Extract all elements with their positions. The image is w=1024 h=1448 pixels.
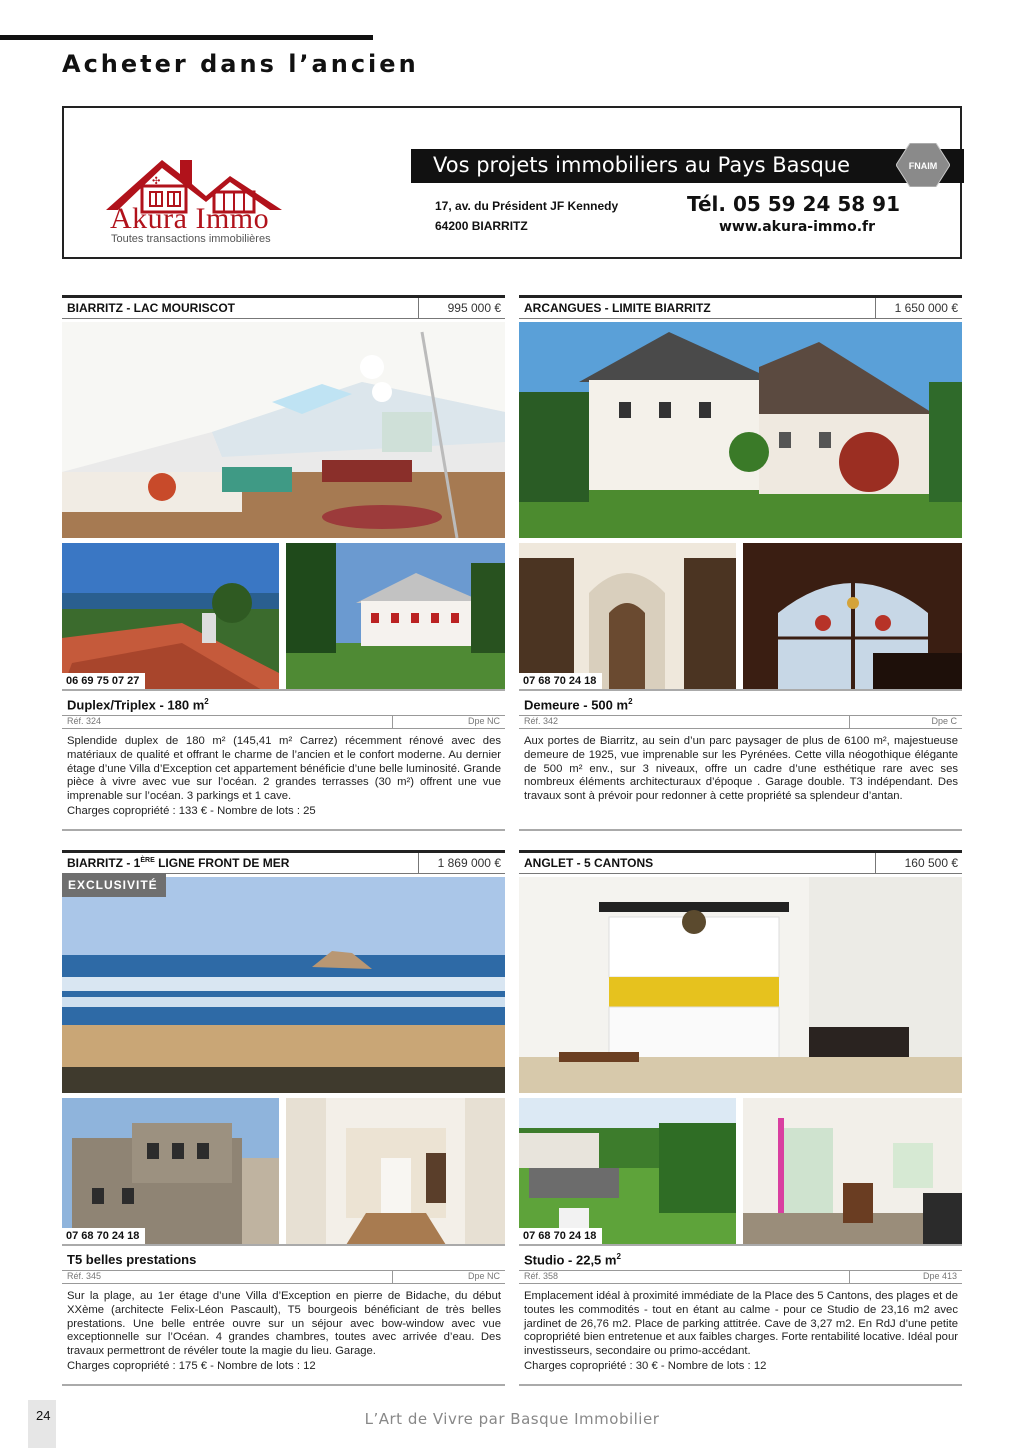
- listing-header: [62, 295, 505, 319]
- stone-building-photo: [62, 1098, 279, 1245]
- listing-charges: Charges copropriété : 30 € - Nombre de lots : 12: [524, 1360, 767, 1372]
- listing-ref-bar: [62, 715, 505, 729]
- listing-location: BIARRITZ - 1ÈRE LIGNE FRONT DE MER: [67, 856, 290, 870]
- listing-title: Demeure - 500 $m^2$: [524, 697, 633, 713]
- arched-hallway-photo: [519, 543, 736, 690]
- address-line-1: 17, av. du Président JF Kennedy: [435, 199, 619, 213]
- listing-ref-bar: [519, 715, 962, 729]
- svg-text:✣: ✣: [152, 176, 161, 187]
- listing-price: 1 869 000 €: [437, 856, 501, 870]
- fnaim-badge: [896, 143, 950, 187]
- footer-text: L’Art de Vivre par Basque Immobilier: [364, 1410, 660, 1428]
- listing-charges: Charges copropriété : 175 € - Nombre de lots : 12: [67, 1360, 316, 1372]
- listing-title: Duplex/Triplex - 180 $m^2$: [67, 697, 209, 713]
- listing-location: BIARRITZ - LAC MOURISCOT: [67, 301, 235, 315]
- exclusivity-badge: EXCLUSIVITÉ: [62, 873, 166, 897]
- listing-card: [62, 850, 505, 1390]
- listing-header: [519, 295, 962, 319]
- listing-card: [519, 295, 962, 835]
- listing-price: 160 500 €: [904, 856, 958, 870]
- address-line-2: 64200 BIARRITZ: [435, 219, 528, 233]
- living-room-photo: [62, 322, 505, 538]
- listing-phone[interactable]: 07 68 70 24 18: [62, 1228, 145, 1244]
- manor-exterior-photo: [519, 322, 962, 538]
- page-number: 24: [36, 1408, 51, 1423]
- listing-phone[interactable]: 07 68 70 24 18: [519, 673, 602, 689]
- listing-title: T5 belles prestations: [67, 1252, 197, 1267]
- agency-banner: [62, 106, 962, 259]
- listing-phone[interactable]: 07 68 70 24 18: [519, 1228, 602, 1244]
- entrance-hall-photo: [286, 1098, 505, 1245]
- top-rule: [0, 35, 373, 40]
- listing-dpe: Dpe NC: [467, 716, 500, 726]
- garden-photo: [519, 1098, 736, 1245]
- listing-ref: Réf. 324: [67, 716, 102, 726]
- listing-card: [519, 850, 962, 1390]
- listing-phone[interactable]: 06 69 75 07 27: [62, 673, 145, 689]
- listing-price: 1 650 000 €: [894, 301, 958, 315]
- listing-ref: Réf. 345: [67, 1271, 102, 1281]
- listing-description: Aux portes de Biarritz, au sein d’un parc paysager de plus de 6100 m², majestueuse demeure de 1925, vue imprenable sur les Pyrénées. Cette villa néogothique élégante de 500 m² env., sur 3 niveaux, offre un cadre d’une esthétique rare avec ses nombreux éléments architecturaux d’époque . Garage double. T3 indépendant. Des travaux sont à prévoir pour redonner à cette propriété sa splendeur d’antan.: [524, 735, 958, 803]
- agency-address: [435, 196, 618, 236]
- agency-name: Akura Immo: [110, 202, 270, 235]
- listing-price: 995 000 €: [447, 301, 501, 315]
- listing-ref-bar: [62, 1270, 505, 1284]
- seafront-beach-photo: [62, 877, 505, 1093]
- listing-description: Splendide duplex de 180 m² (145,41 m² Carrez) récemment rénové avec des matériaux de qualité et offrant le charme de l’ancien et le confort moderne. Au dernier étage d’une Villa d’Exception cet appartement bénéficie d’une belle luminosité. Grande pièce à vivre avec vue sur l’océan. 2 grandes terrasses (30 m²) offrent une vue imprenable sur l’océan. 3 parkings et 1 cave.: [67, 735, 501, 803]
- ocean-view-photo: [62, 543, 279, 690]
- listing-ref: Réf. 342: [524, 716, 559, 726]
- listing-location: ANGLET - 5 CANTONS: [524, 856, 654, 870]
- studio-kitchen-photo: [519, 877, 962, 1093]
- listing-header: [519, 850, 962, 874]
- listing-ref: Réf. 358: [524, 1271, 559, 1281]
- listing-ref-bar: [519, 1270, 962, 1284]
- fnaim-label: FNAIM: [908, 161, 938, 171]
- listing-location: ARCANGUES - LIMITE BIARRITZ: [524, 301, 711, 315]
- listing-charges: Charges copropriété : 133 € - Nombre de lots : 25: [67, 805, 316, 817]
- studio-living-photo: [743, 1098, 962, 1245]
- agency-website[interactable]: www.akura-immo.fr: [719, 219, 876, 235]
- villa-exterior-photo: [286, 543, 505, 690]
- page-title: Acheter dans l’ancien: [62, 50, 419, 78]
- listing-title: Studio - 22,5 $m^2$: [524, 1252, 621, 1268]
- agency-tagline: Vos projets immobiliers au Pays Basque: [433, 153, 851, 177]
- stained-glass-window-photo: [743, 543, 962, 690]
- listing-dpe: Dpe NC: [467, 1271, 500, 1281]
- tagline-bar: [411, 149, 964, 183]
- listing-description: Emplacement idéal à proximité immédiate de la Place des 5 Cantons, des plages et de toutes les commodités - tout en étant au calme - pour ce Studio de 23,16 m2 avec jardinet de 26,76 m2. Place de parking attitrée. Cave de 3,27 m2. En RdJ d’une petite copropriété bien entretenue et aux faibles charges. Forte rentabilité locative. Idéal pour investisseurs, secondaire ou primo-accédant.: [524, 1290, 958, 1358]
- agency-subtitle: Toutes transactions immobilières: [111, 233, 271, 245]
- listing-card: [62, 295, 505, 835]
- listing-dpe: Dpe C: [931, 716, 957, 726]
- listing-description: Sur la plage, au 1er étage d’une Villa d’Exception en pierre de Bidache, du début XXème (architecte Felix-Léon Pascault), T5 bourgeois bénéficiant de très belles prestations. Une belle entrée ouvre sur un séjour avec bow-window avec vue exceptionnelle sur l’Océan. 4 grandes chambres, toutes avec arrivée d’eau. Des travaux permettront de révéler toute la magie du lieu. Garage.: [67, 1290, 501, 1358]
- listing-header: [62, 850, 505, 874]
- agency-phone: Tél. 05 59 24 58 91: [687, 192, 900, 216]
- listing-dpe: Dpe 413: [922, 1271, 957, 1281]
